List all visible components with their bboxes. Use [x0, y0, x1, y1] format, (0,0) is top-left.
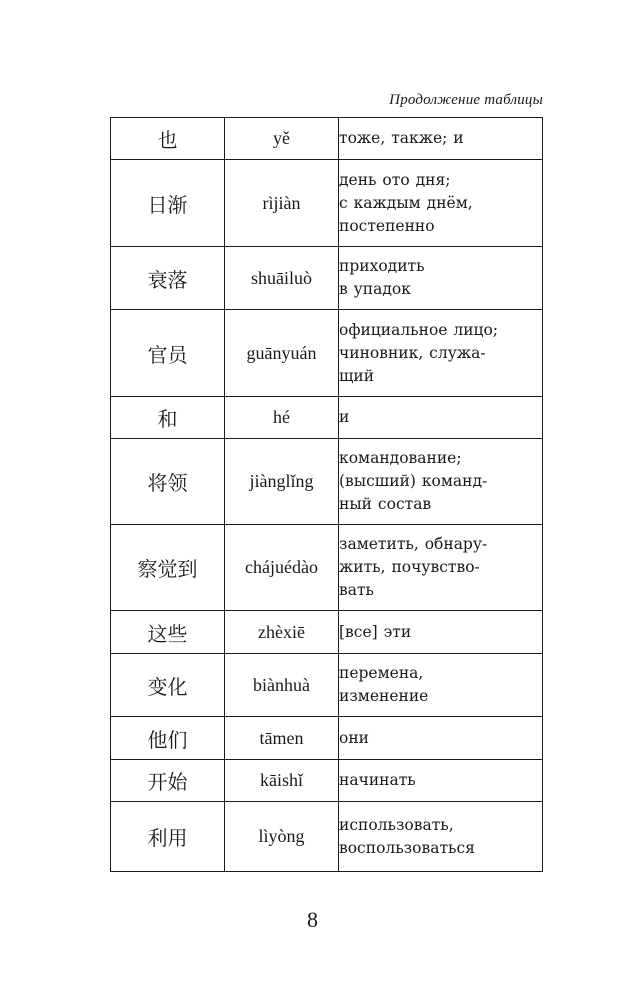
meaning-cell: использовать, воспользоваться	[339, 802, 543, 872]
hanzi-cell: 也	[111, 118, 225, 160]
hanzi-cell: 官员	[111, 310, 225, 397]
hanzi-cell: 变化	[111, 654, 225, 717]
hanzi-cell: 他们	[111, 717, 225, 760]
table-row	[111, 717, 543, 760]
table-row	[111, 439, 543, 525]
hanzi-cell: 开始	[111, 760, 225, 802]
meaning-cell: приходить в упадок	[339, 247, 543, 310]
table-row	[111, 397, 543, 439]
meaning-cell: начинать	[339, 760, 543, 802]
pinyin-cell: zhèxiē	[225, 611, 339, 654]
meaning-cell: тоже, также; и	[339, 118, 543, 160]
vocabulary-table	[110, 117, 543, 872]
pinyin-cell: tāmen	[225, 717, 339, 760]
table-row	[111, 247, 543, 310]
pinyin-cell: yě	[225, 118, 339, 160]
meaning-cell: командование; (высший) команд- ный состав	[339, 439, 543, 525]
pinyin-cell: rìjiàn	[225, 160, 339, 247]
hanzi-cell: 将领	[111, 439, 225, 525]
meaning-cell: официальное лицо; чиновник, служа- щий	[339, 310, 543, 397]
pinyin-cell: chájuédào	[225, 525, 339, 611]
pinyin-cell: shuāiluò	[225, 247, 339, 310]
table-continuation-caption: Продолжение таблицы	[389, 92, 543, 108]
hanzi-cell: 察觉到	[111, 525, 225, 611]
meaning-cell: перемена, изменение	[339, 654, 543, 717]
table-row	[111, 611, 543, 654]
hanzi-cell: 利用	[111, 802, 225, 872]
table-row	[111, 310, 543, 397]
meaning-cell: [все] эти	[339, 611, 543, 654]
table-row	[111, 802, 543, 872]
table-row	[111, 118, 543, 160]
page-number: 8	[307, 907, 318, 932]
pinyin-cell: biànhuà	[225, 654, 339, 717]
table-row	[111, 760, 543, 802]
pinyin-cell: jiànglǐng	[225, 439, 339, 525]
table-row	[111, 654, 543, 717]
meaning-cell: они	[339, 717, 543, 760]
pinyin-cell: lìyòng	[225, 802, 339, 872]
pinyin-cell: guānyuán	[225, 310, 339, 397]
hanzi-cell: 衰落	[111, 247, 225, 310]
hanzi-cell: 这些	[111, 611, 225, 654]
meaning-cell: заметить, обнару- жить, почувство- вать	[339, 525, 543, 611]
table-row	[111, 160, 543, 247]
pinyin-cell: kāishǐ	[225, 760, 339, 802]
table-row	[111, 525, 543, 611]
hanzi-cell: 和	[111, 397, 225, 439]
hanzi-cell: 日渐	[111, 160, 225, 247]
pinyin-cell: hé	[225, 397, 339, 439]
meaning-cell: и	[339, 397, 543, 439]
meaning-cell: день ото дня; с каждым днём, постепенно	[339, 160, 543, 247]
